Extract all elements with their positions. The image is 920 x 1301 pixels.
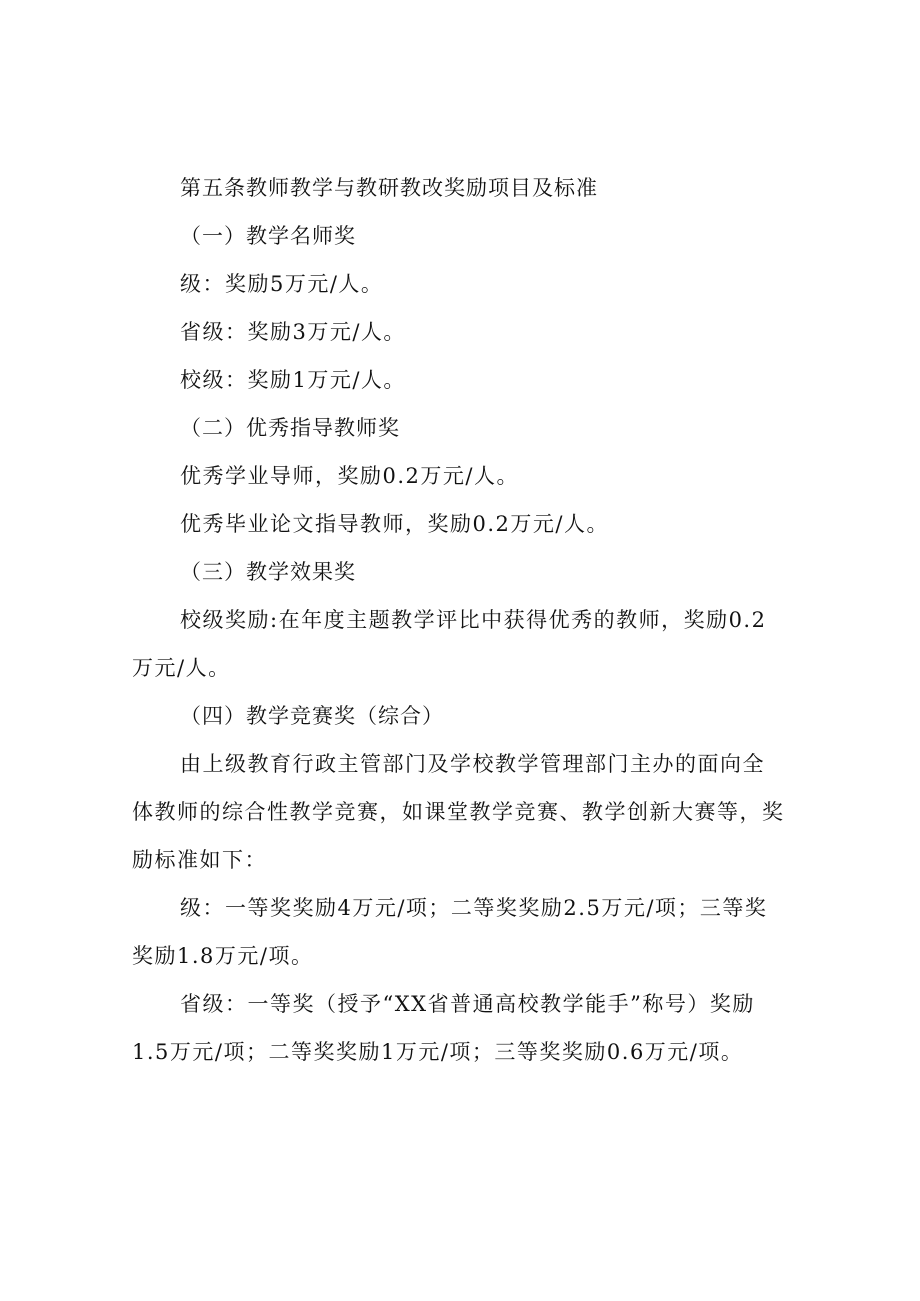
section-2-heading: （二）优秀指导教师奖 bbox=[180, 416, 400, 440]
document-title: 第五条教师教学与教研教改奖励项目及标准 bbox=[180, 176, 598, 200]
section-2-item-thesis-advisor: 优秀毕业论文指导教师，奖励0.2万元/人。 bbox=[180, 512, 609, 536]
section-1-item-school: 校级：奖励1万元/人。 bbox=[180, 368, 406, 392]
section-3-paragraph-line-2: 万元/人。 bbox=[132, 656, 231, 680]
section-4-intro-line-3: 励标准如下： bbox=[132, 848, 267, 872]
section-1-item-provincial: 省级：奖励3万元/人。 bbox=[180, 320, 406, 344]
section-4-intro-line-2: 体教师的综合性教学竞赛，如课堂教学竞赛、教学创新大赛等，奖 bbox=[132, 800, 785, 824]
section-4-provincial-line-2: 1.5万元/项；二等奖奖励1万元/项；三等奖奖励0.6万元/项。 bbox=[132, 1040, 744, 1064]
section-4-intro-line-1: 由上级教育行政主管部门及学校教学管理部门主办的面向全 bbox=[180, 752, 765, 776]
section-4-provincial-line-1: 省级：一等奖（授予“XX省普通高校教学能手”称号）奖励 bbox=[180, 992, 755, 1016]
section-3-paragraph-line-1: 校级奖励:在年度主题教学评比中获得优秀的教师，奖励0.2 bbox=[180, 608, 767, 632]
section-4-heading: （四）教学竞赛奖（综合） bbox=[180, 704, 444, 728]
section-3-heading: （三）教学效果奖 bbox=[180, 560, 356, 584]
section-1-item-national: 级：奖励5万元/人。 bbox=[180, 272, 384, 296]
section-4-national-line-1: 级：一等奖奖励4万元/项；二等奖奖励2.5万元/项；三等奖 bbox=[180, 896, 768, 920]
section-2-item-academic-advisor: 优秀学业导师，奖励0.2万元/人。 bbox=[180, 464, 519, 488]
section-1-heading: （一）教学名师奖 bbox=[180, 224, 356, 248]
section-4-national-line-2: 奖励1.8万元/项。 bbox=[132, 944, 314, 968]
